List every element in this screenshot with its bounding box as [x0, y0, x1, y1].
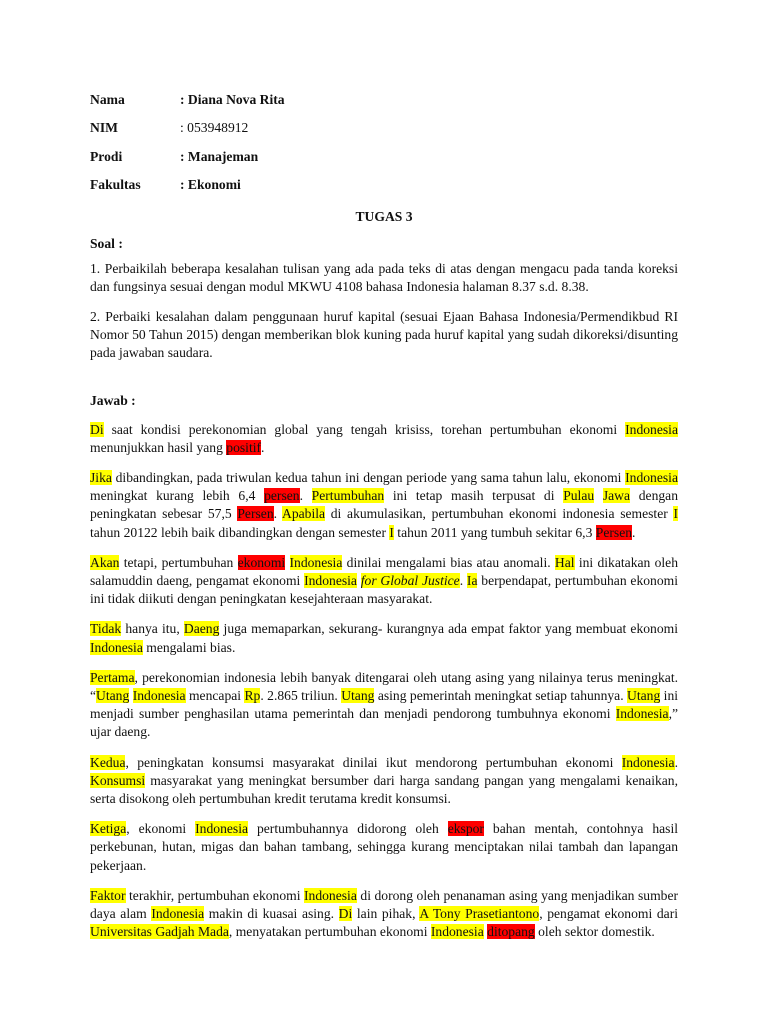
text-run: , peningkatan konsumsi masyarakat dinilai ikut mendorong pertumbuhan ekonomi: [125, 754, 622, 770]
question-1: 1. Perbaikilah beberapa kesalahan tulisan yang ada pada teks di atas dengan mengacu pada tanda koreksi dan fungsinya sesuai dengan modul MKWU 4108 bahasa Indonesia halaman 8.37 s.d. 8.38.: [90, 260, 678, 294]
highlight-yellow: Indonesia: [132, 688, 186, 704]
text-run: ini menjadi sumber penghasilan utama pemerintah dan menjadi pendorong tumbuhnya ekonomi: [90, 688, 679, 722]
text-run: asing pemerintah meningkat setiap tahunnya.: [374, 688, 628, 704]
text-run: mengalami bias.: [142, 639, 236, 655]
text-run: ,” ujar daeng.: [90, 706, 678, 740]
prodi-label: Prodi: [90, 148, 123, 164]
highlight-red: ekspor: [447, 821, 484, 837]
text-run: juga memaparkan, sekurang- kurangnya ada empat faktor yang membuat ekonomi: [219, 621, 679, 637]
text-run: [285, 555, 289, 570]
soal-heading: Soal :: [90, 235, 123, 251]
text-run: .: [299, 488, 312, 504]
highlight-yellow: Konsumsi: [90, 772, 146, 788]
highlight-yellow: Indonesia: [90, 639, 143, 655]
text-run: mencapai: [185, 688, 245, 704]
highlight-yellow: Ia: [466, 573, 478, 588]
answer-paragraph: [90, 820, 678, 875]
question-2: 2. Perbaiki kesalahan dalam penggunaan huruf kapital (sesuai Ejaan Bahasa Indonesia/Permendikbud RI Nomor 50 Tahun 2015) dengan memberikan blok kuning pada huruf kapital yang sudah dikoreksi/disunting pada jawaban saudara.: [90, 308, 678, 361]
text-run: meningkat kurang lebih 6,4: [90, 488, 265, 504]
document-title: TUGAS 3: [355, 208, 413, 224]
nama-row: [90, 92, 678, 120]
highlight-yellow: Akan: [90, 554, 120, 570]
highlight-yellow: Rp: [244, 688, 261, 704]
text-run: terakhir, pertumbuhan ekonomi: [125, 887, 305, 903]
highlight-yellow: Indonesia: [621, 754, 675, 770]
jawab-heading: Jawab :: [90, 392, 136, 408]
highlight-yellow: Tidak: [90, 621, 122, 637]
text-run: di akumulasikan, pertumbuhan ekonomi indonesia semester: [325, 506, 674, 522]
highlight-red: positif: [226, 439, 262, 455]
highlight-yellow: I: [673, 506, 679, 522]
highlight-yellow: Hal: [554, 554, 575, 570]
answer-paragraph: [90, 554, 678, 609]
highlight-red: ekonomi: [237, 554, 286, 570]
text-run: , ekonomi: [126, 821, 196, 837]
text-run: berpendapat, pertumbuhan ekonomi ini tidak diikuti dengan peningkatan kesejahteraan masyarakat.: [90, 573, 678, 607]
text-run: , pengamat ekonomi dari: [539, 906, 678, 922]
text-run: masyarakat yang meningkat bersumber dari harga sandang pangan yang mengalami kenaikan, serta disokong oleh pertumbuhan kredit terutama kredit konsumsi.: [90, 772, 678, 807]
text-run: .: [632, 524, 636, 540]
fakultas-label: Fakultas: [90, 177, 141, 193]
text-run: [594, 488, 603, 503]
text-run: dinilai mengalami bias atau anomali.: [342, 554, 555, 570]
highlight-yellow: Utang: [627, 688, 661, 704]
highlight-yellow: Utang: [96, 688, 130, 704]
highlight-yellow: for Global Justice: [360, 573, 460, 588]
highlight-red: Persen: [595, 524, 633, 540]
text-run: dengan peningkatan sebesar 57,5: [90, 488, 678, 522]
highlight-yellow: Indonesia: [195, 821, 249, 837]
highlight-yellow: Universitas Gadjah Mada: [90, 924, 229, 940]
fakultas-value: : Ekonomi: [180, 177, 241, 193]
text-run: dibandingkan, pada triwulan kedua tahun ini dengan periode yang sama tahun lalu, ekonomi: [111, 469, 626, 485]
highlight-yellow: I: [389, 524, 394, 540]
text-run: . 2.865 triliun.: [260, 688, 342, 704]
nim-row: [90, 120, 678, 148]
highlight-yellow: Jawa: [602, 488, 631, 504]
answer-paragraph: [90, 887, 678, 942]
text-run: pertumbuhannya didorong oleh: [248, 821, 448, 837]
highlight-yellow: Indonesia: [304, 887, 357, 903]
answer-paragraph: [90, 754, 678, 809]
highlight-yellow: Pulau: [563, 488, 595, 504]
text-run: tetapi, pertumbuhan: [119, 554, 238, 570]
highlight-yellow: Pertumbuhan: [311, 488, 385, 504]
text-run: .: [674, 754, 678, 770]
answer-paragraph: [90, 421, 678, 457]
nama-label: Nama: [90, 92, 125, 107]
prodi-row: [90, 149, 678, 177]
highlight-yellow: Utang: [341, 688, 375, 704]
text-run: makin di kuasai asing.: [204, 906, 339, 922]
text-run: , perekonomian indonesia lebih banyak ditengarai oleh utang asing yang nilainya terus meningkat. “: [90, 669, 678, 704]
highlight-yellow: Indonesia: [151, 906, 205, 922]
highlight-yellow: Daeng: [183, 621, 220, 637]
text-run: di dorong oleh penanaman asing yang menjadikan sumber daya alam: [90, 887, 678, 922]
highlight-yellow: Faktor: [90, 887, 126, 903]
highlight-yellow: Indonesia: [289, 554, 343, 570]
highlight-yellow: Indonesia: [304, 573, 357, 588]
highlight-yellow: Di: [90, 421, 104, 437]
highlight-yellow: Pertama: [90, 669, 135, 685]
text-run: .: [459, 573, 467, 588]
text-run: .: [261, 439, 265, 455]
highlight-yellow: A Tony Prasetiantono: [419, 906, 540, 922]
text-run: tahun 2011 yang tumbuh sekitar 6,3: [393, 524, 596, 540]
text-run: bahan mentah, contohnya hasil perkebunan, hutan, migas dan bahan tambang, sehingga kurang menciptakan nilai tambah dan lapangan pekerjaan.: [90, 821, 678, 873]
prodi-value: : Manajeman: [180, 148, 259, 164]
text-run: ini tetap masih terpusat di: [384, 488, 564, 504]
text-run: .: [273, 506, 282, 522]
highlight-red: persen: [264, 488, 300, 504]
text-run: hanya itu,: [121, 621, 184, 637]
text-run: ini dikatakan oleh salamuddin daeng, pengamat ekonomi: [90, 554, 679, 588]
fakultas-row: [90, 177, 678, 205]
highlight-yellow: Kedua: [90, 754, 126, 770]
highlight-yellow: Indonesia: [430, 924, 484, 940]
highlight-red: Persen: [237, 506, 274, 522]
answer-paragraph: [90, 669, 678, 742]
highlight-yellow: Indonesia: [625, 469, 678, 485]
highlight-yellow: Indonesia: [625, 421, 678, 437]
text-run: saat kondisi perekonomian global yang tengah krisiss, torehan pertumbuhan ekonomi: [103, 421, 626, 437]
highlight-red: ditopang: [487, 924, 535, 940]
text-run: tahun 20122 lebih baik dibandingkan dengan semester: [90, 524, 390, 540]
answer-paragraph: [90, 469, 678, 542]
highlight-yellow: Jika: [90, 469, 112, 485]
highlight-yellow: Ketiga: [90, 821, 127, 837]
nim-value: : 053948912: [180, 120, 249, 136]
highlight-yellow: Indonesia: [615, 706, 669, 722]
text-run: , menyatakan pertumbuhan ekonomi: [228, 924, 431, 940]
highlight-yellow: Apabila: [282, 506, 326, 522]
nim-label: NIM: [90, 120, 118, 136]
answer-body: [90, 421, 678, 942]
text-run: lain pihak,: [352, 906, 420, 922]
text-run: oleh sektor domestik.: [534, 924, 655, 940]
nama-value: : Diana Nova Rita: [180, 92, 285, 107]
text-run: menunjukkan hasil yang: [90, 439, 227, 455]
highlight-yellow: Di: [338, 906, 353, 922]
answer-paragraph: [90, 620, 678, 656]
